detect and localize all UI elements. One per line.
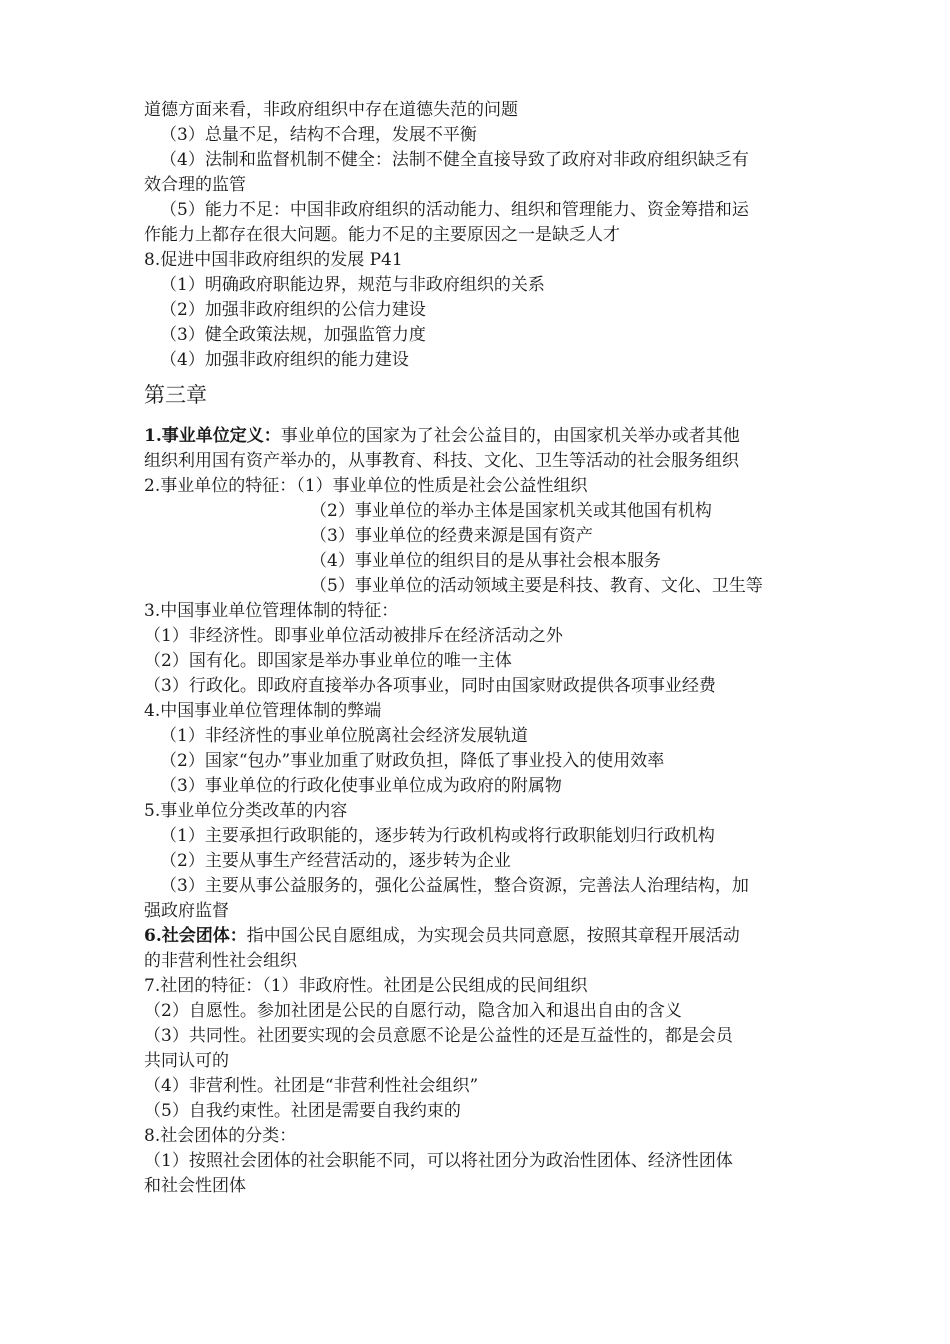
list-item: （3）行政化。即政府直接举办各项事业，同时由国家财政提供各项事业经费 — [144, 676, 716, 696]
text-line: 组织利用国有资产举办的，从事教育、科技、文化、卫生等活动的社会服务组织 — [144, 451, 739, 471]
list-item: （1）主要承担行政职能的，逐步转为行政机构或将行政职能划归行政机构 — [160, 826, 715, 846]
definition-text: 事业单位的国家为了社会公益目的，由国家机关举办或者其他 — [280, 426, 740, 446]
list-item: （4）法制和监督机制不健全：法制不健全直接导致了政府对非政府组织缺乏有 — [160, 150, 749, 170]
list-item: （4）非营利性。社团是“非营利性社会组织” — [144, 1076, 479, 1096]
section-heading: 8.促进中国非政府组织的发展 P41 — [144, 250, 403, 270]
text-line: 和社会性团体 — [144, 1176, 246, 1196]
definition-text: 指中国公民自愿组成，为实现会员共同意愿，按照其章程开展活动 — [246, 926, 740, 946]
list-item: （1）非经济性。即事业单位活动被排斥在经济活动之外 — [144, 626, 563, 646]
section-heading: 4.中国事业单位管理体制的弊端 — [144, 701, 382, 721]
list-item: （3）事业单位的经费来源是国有资产 — [310, 526, 593, 546]
list-item: （2）国家“包办”事业加重了财政负担，降低了事业投入的使用效率 — [160, 751, 665, 771]
text-line: 强政府监督 — [144, 901, 229, 921]
list-item: （1）按照社会团体的社会职能不同，可以将社团分为政治性团体、经济性团体 — [144, 1151, 733, 1171]
list-item: （2）加强非政府组织的公信力建设 — [160, 300, 426, 320]
list-item: （3）事业单位的行政化使事业单位成为政府的附属物 — [160, 776, 562, 796]
list-item: （4）加强非政府组织的能力建设 — [160, 350, 409, 370]
definition-line — [144, 924, 740, 948]
list-item: （5）事业单位的活动领域主要是科技、教育、文化、卫生等 — [310, 576, 763, 596]
list-item: （2）主要从事生产经营活动的，逐步转为企业 — [160, 851, 511, 871]
text-line: 的非营利性社会组织 — [144, 951, 297, 971]
section-heading: 2.事业单位的特征：（1）事业单位的性质是社会公益性组织 — [144, 476, 588, 496]
definition-term: 1.事业单位定义： — [144, 426, 281, 446]
list-item: （3）主要从事公益服务的，强化公益属性，整合资源，完善法人治理结构，加 — [160, 876, 749, 896]
list-item: （1）非经济性的事业单位脱离社会经济发展轨道 — [160, 726, 528, 746]
section-heading: 3.中国事业单位管理体制的特征： — [144, 601, 399, 621]
text-line: 道德方面来看，非政府组织中存在道德失范的问题 — [144, 100, 518, 120]
list-item: （3）总量不足，结构不合理，发展不平衡 — [160, 125, 477, 145]
list-item: （5）自我约束性。社团是需要自我约束的 — [144, 1101, 461, 1121]
section-heading: 5.事业单位分类改革的内容 — [144, 801, 348, 821]
list-item: （2）自愿性。参加社团是公民的自愿行动，隐含加入和退出自由的含义 — [144, 1001, 682, 1021]
list-item: （2）国有化。即国家是举办事业单位的唯一主体 — [144, 651, 512, 671]
chapter-title: 第三章 — [144, 383, 207, 407]
list-item: （4）事业单位的组织目的是从事社会根本服务 — [310, 551, 661, 571]
list-item: （1）明确政府职能边界，规范与非政府组织的关系 — [160, 275, 545, 295]
text-line: 共同认可的 — [144, 1051, 229, 1071]
list-item: （3）共同性。社团要实现的会员意愿不论是公益性的还是互益性的，都是会员 — [144, 1026, 733, 1046]
text-line: 作能力上都存在很大问题。能力不足的主要原因之一是缺乏人才 — [144, 225, 620, 245]
list-item: （3）健全政策法规，加强监管力度 — [160, 325, 426, 345]
section-heading: 8.社会团体的分类： — [144, 1126, 297, 1146]
definition-line — [144, 424, 740, 448]
list-item: （5）能力不足：中国非政府组织的活动能力、组织和管理能力、资金筹措和运 — [160, 200, 749, 220]
text-line: 效合理的监管 — [144, 175, 246, 195]
section-heading: 7.社团的特征：（1）非政府性。社团是公民组成的民间组织 — [144, 976, 588, 996]
list-item: （2）事业单位的举办主体是国家机关或其他国有机构 — [310, 501, 712, 521]
definition-term: 6.社会团体： — [144, 926, 247, 946]
